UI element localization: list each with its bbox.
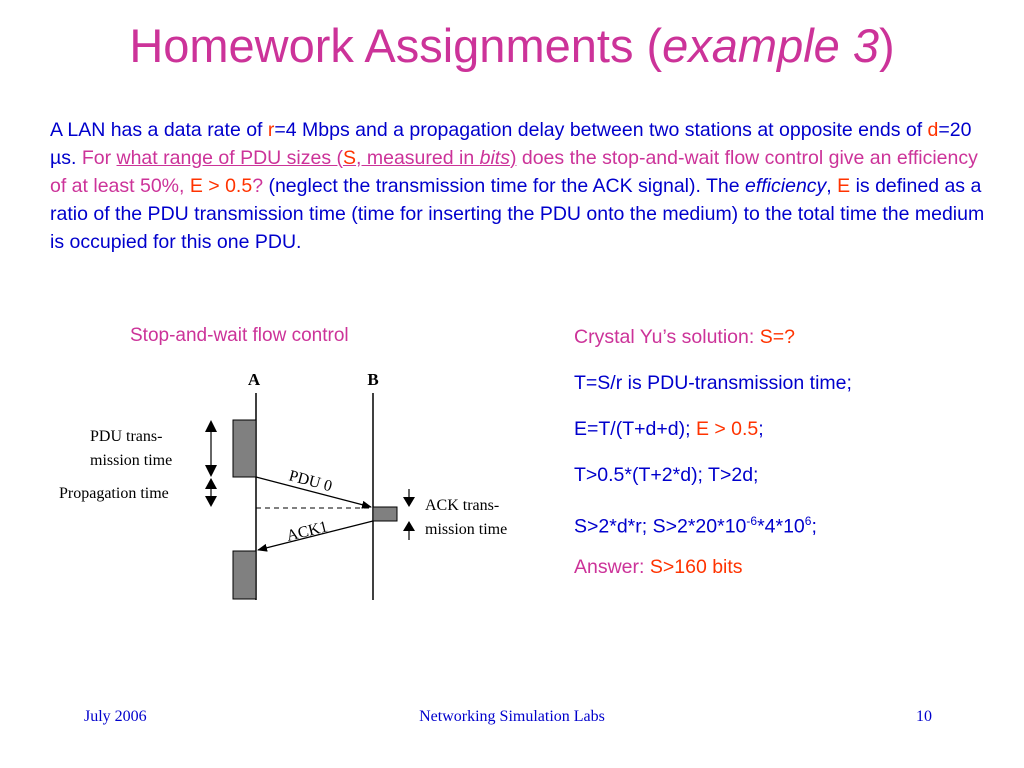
ack-transmission-block [373,507,397,521]
problem-text: is defined as a ratio of the PDU transmission time (time for inserting the PDU onto the medium) to the total time the medium is occupied for this one PDU. [50,175,985,253]
problem-text: (neglect the transmission time for the ACK signal). The [263,175,745,197]
solution-line-2: T=S/r is PDU-transmission time; [574,372,852,394]
pdu-trans-label-1: PDU trans- [90,428,163,445]
question-text: For [81,147,117,169]
page-number: 10 [916,708,932,725]
title-italic: example 3 [662,19,880,72]
ack-trans-label-2: mission time [425,521,508,538]
solution-line-3: E=T/(T+d+d); E > 0.5; [574,418,764,440]
slide-title [0,18,1024,74]
footer-title: Networking Simulation Labs [419,708,605,725]
problem-text: =4 Mbps and a propagation delay between two stations at opposite ends of [274,119,928,141]
dimension-arrow-up-icon [403,521,415,531]
question-text: does the stop-and-wait flow control give an efficiency of at least 50%, [50,147,978,197]
dimension-arrow-up-icon [205,420,217,432]
station-b-label: B [367,370,379,389]
dimension-arrow-up-icon [205,478,217,489]
problem-text: =20 µs. [50,119,972,169]
pdu-trans-label-2: mission time [90,452,173,469]
next-pdu-transmission-block [233,551,256,599]
solution-answer: Answer: S>160 bits [574,556,743,578]
efficiency-condition: E > 0.5 [189,175,253,197]
ack-trans-label-1: ACK trans- [425,497,500,514]
footer-date: July 2006 [84,708,147,725]
solution-line-4: T>0.5*(T+2*d); T>2d; [574,464,759,486]
pdu-arrow-label: PDU 0 [286,467,334,496]
var-S: S [343,147,357,169]
diagram-caption: Stop-and-wait flow control [130,325,349,346]
propagation-label: Propagation time [59,485,169,502]
problem-text: A LAN has a data rate of [50,119,268,141]
station-a-label: A [247,370,261,389]
stop-and-wait-diagram [55,365,535,605]
dimension-arrow-down-icon [205,465,217,477]
var-E: E [837,175,851,197]
problem-statement: A LAN has a data rate of r=4 Mbps and a propagation delay between two stations at opposite ends of d=20 µs. For what range of PDU sizes (S, measured in bits) does the stop-and-wait flow control give an efficiency of at least 50%, E > 0.5? (neglect the transmission time for the ACK signal). The efficiency, E is defined as a ratio of the PDU transmission time (time for inserting the PDU onto the medium) to the total time the medium is occupied for this one PDU. [50,119,985,253]
pdu-transmission-block [233,420,256,477]
efficiency-term: efficiency [745,175,827,197]
var-r: r [267,119,275,141]
solution-line-1: Crystal Yu’s solution: S=? [574,326,795,348]
question-underlined: what range of PDU sizes (S, measured in bits) [116,147,517,169]
dimension-arrow-down-icon [205,496,217,507]
title-close: ) [879,19,895,72]
var-d: d [927,119,939,141]
title-text: Homework Assignments ( [129,19,663,72]
ack-arrow-label: ACK1 [284,518,330,545]
solution-line-5: S>2*d*r; $S>2*20*10^{-6}*4*10^6$; [574,514,817,538]
dimension-arrow-down-icon [403,497,415,507]
